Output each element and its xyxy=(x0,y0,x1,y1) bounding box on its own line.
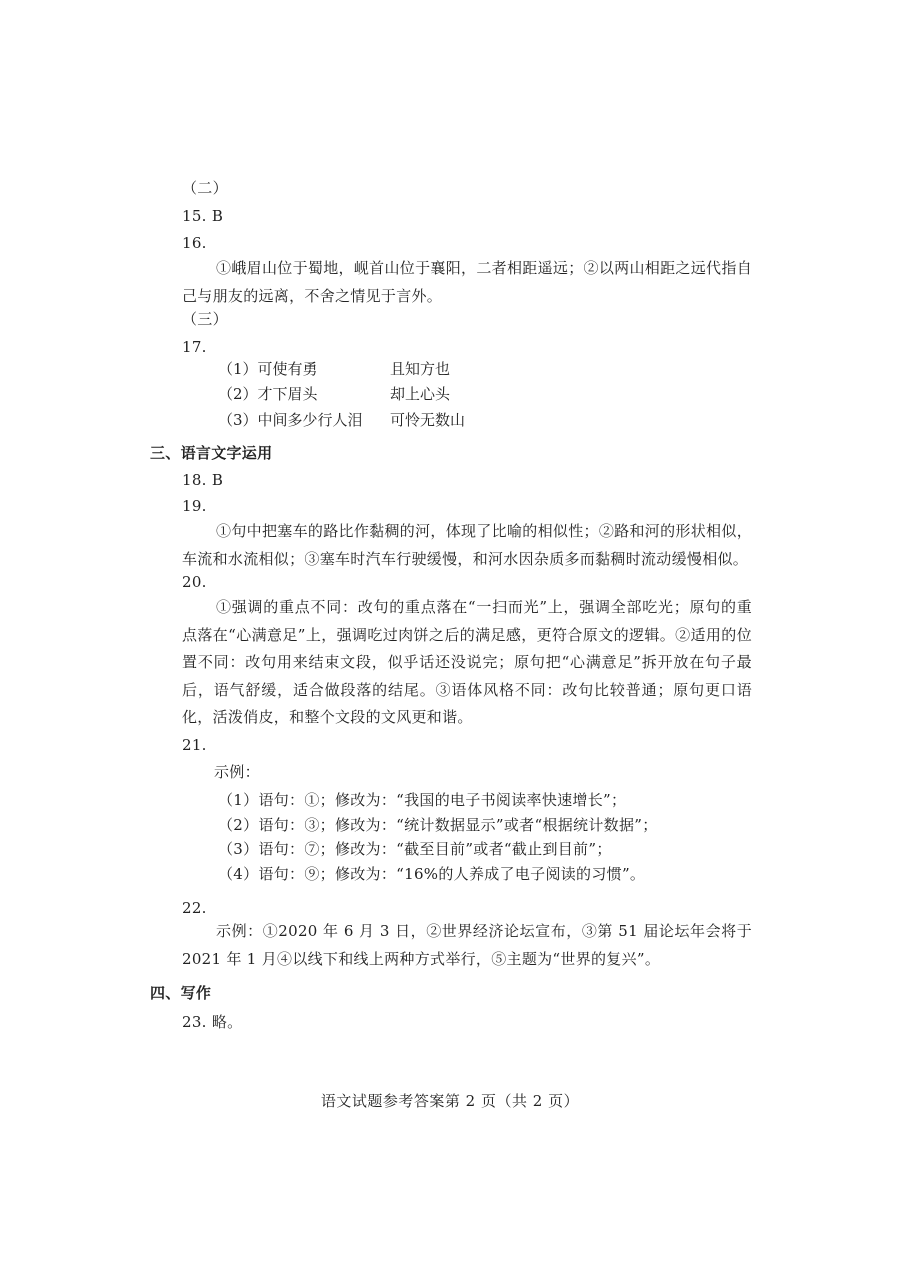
section4-heading: 四、写作 xyxy=(150,984,212,1002)
page-footer: 语文试题参考答案第 2 页（共 2 页） xyxy=(320,1092,580,1110)
q22-answer: 示例：①2020 年 6 月 3 日，②世界经济论坛宣布，③第 51 届论坛年会将于 2021 年 1 月④以线下和线上两种方式举行，⑤主题为“世界的复兴”。 xyxy=(182,922,752,968)
q17-row-3-b: 可怜无数山 xyxy=(390,411,466,429)
part3-heading: （三） xyxy=(182,310,228,328)
q21-item-1: （1）语句：①；修改为：“我国的电子书阅读率快速增长”； xyxy=(218,791,627,809)
q19-number: 19. xyxy=(182,497,207,515)
part2-heading: （二） xyxy=(182,179,228,197)
section3-heading: 三、语言文字运用 xyxy=(150,444,273,462)
q18-answer: 18. B xyxy=(182,471,224,489)
q17-row-2-b: 却上心头 xyxy=(390,385,451,403)
q20-answer: ①强调的重点不同：改句的重点落在“一扫而光”上，强调全部吃光；原句的重点落在“心满意足”上，强调吃过肉饼之后的满足感，更符合原文的逻辑。②适用的位置不同：改句用来结束文段，似乎话还没说完；原句把“心满意足”拆开放在句子最后，语气舒缓，适合做段落的结尾。③语体风格不同：改句比较普通；原句更口语化，活泼俏皮，和整个文段的文风更和谐。 xyxy=(182,598,752,726)
q15-answer: 15. B xyxy=(182,207,224,225)
q19-answer: ①句中把塞车的路比作黏稠的河，体现了比喻的相似性；②路和河的形状相似，车流和水流相似；③塞车时汽车行驶缓慢，和河水因杂质多而黏稠时流动缓慢相似。 xyxy=(182,522,752,568)
q20-number: 20. xyxy=(182,573,207,591)
q17-number: 17. xyxy=(182,338,207,356)
q17-row-2-a: （2）才下眉头 xyxy=(218,385,318,403)
q17-row-1-b: 且知方也 xyxy=(390,360,451,378)
q21-number: 21. xyxy=(182,736,207,754)
q23-answer: 23. 略。 xyxy=(182,1013,243,1031)
q17-row-1-a: （1）可使有勇 xyxy=(218,360,318,378)
q21-item-2: （2）语句：③；修改为：“统计数据显示”或者“根据统计数据”； xyxy=(218,816,658,834)
q16-number: 16. xyxy=(182,234,207,252)
q16-answer: ①峨眉山位于蜀地，岘首山位于襄阳，二者相距遥远；②以两山相距之远代指自己与朋友的远离，不舍之情见于言外。 xyxy=(182,259,752,305)
q21-item-3: （3）语句：⑦；修改为：“截至目前”或者“截止到目前”； xyxy=(218,840,612,858)
q21-item-4: （4）语句：⑨；修改为：“16%的人养成了电子阅读的习惯”。 xyxy=(218,865,646,883)
q17-row-3-a: （3）中间多少行人泪 xyxy=(218,411,363,429)
q22-number: 22. xyxy=(182,899,207,917)
q21-example-label: 示例： xyxy=(214,763,260,781)
